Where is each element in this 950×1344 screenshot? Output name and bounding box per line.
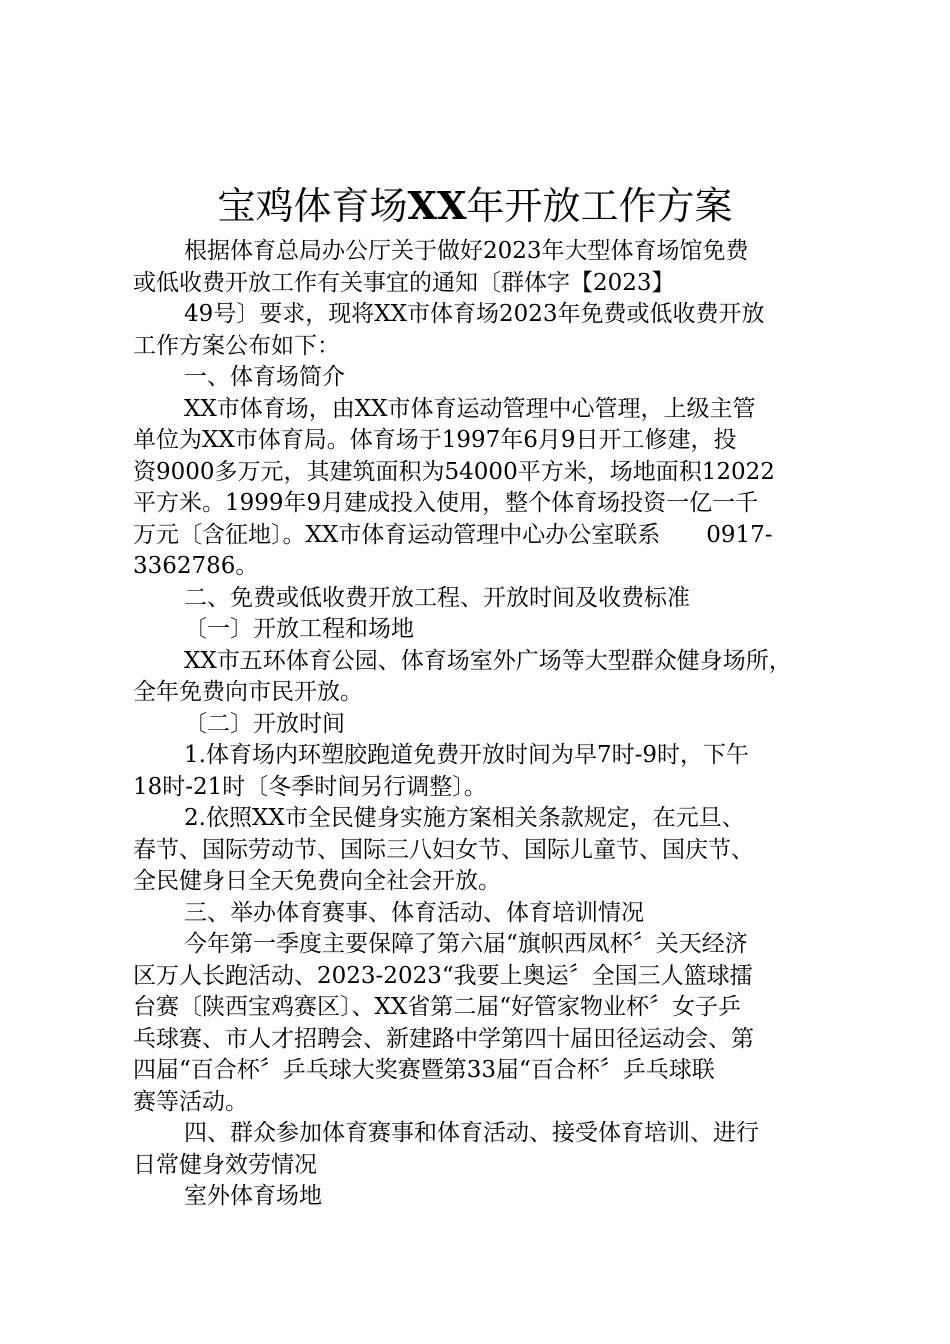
text-line: 全年免费向市民开放。 (133, 679, 363, 705)
text-line: 四、群众参加体育赛事和体育活动、接受体育培训、进行 (184, 1120, 759, 1146)
text-line: 1.体育场内环塑胶跑道免费开放时间为早7时-9时，下午 (184, 742, 749, 768)
document-body (133, 236, 833, 1213)
text-line: 或低收费开放工作有关事宜的通知〔群体字【2023】 (133, 269, 675, 296)
text-line: 资9000多万元，其建筑面积为54000平方米，场地面积12022 (133, 458, 775, 485)
text-line: 室外体育场地 (184, 1183, 322, 1209)
document-title (0, 180, 950, 232)
text-line: 单位为XX市体育局。体育场于1997年6月9日开工修建，投 (133, 427, 737, 453)
text-line: 三、举办体育赛事、体育活动、体育培训情况 (184, 899, 644, 926)
title-suffix: 年开放工作方案 (466, 184, 733, 228)
text-line: XX市五环体育公园、体育场室外广场等大型群众健身场所， (184, 647, 792, 674)
text-line: 〔二〕开放时间 (184, 710, 345, 737)
text-line: 根据体育总局办公厅关于做好2023年大型体育场馆免费 (184, 238, 749, 264)
title-bold-xx: XX (407, 183, 467, 228)
text-line: 日常健身效劳情况 (133, 1151, 317, 1178)
text-line: 〔一〕开放工程和场地 (184, 616, 414, 642)
text-line: 3362786。 (133, 553, 259, 579)
text-line: 二、免费或低收费开放工程、开放时间及收费标准 (184, 584, 690, 611)
text-line: 春节、国际劳动节、国际三八妇女节、国际儿童节、国庆节、 (133, 836, 754, 863)
text-line: 四届“百合杯〞乒乓球大奖赛暨第33届“百合杯〞乒乓球联 (133, 1057, 715, 1083)
text-line: 台赛〔陕西宝鸡赛区〕、XX省第二届“好管家物业杯〞女子乒 (133, 994, 742, 1020)
text-line: 2.依照XX市全民健身实施方案相关条款规定，在元旦、 (184, 805, 745, 831)
text-line: 平方米。1999年9月建成投入使用，整个体育场投资一亿一千 (133, 490, 759, 516)
text-line: 万元〔含征地〕。XX市体育运动管理中心办公室联系 0917- (133, 521, 773, 548)
text-line: 18时-21时〔冬季时间另行调整〕。 (133, 773, 487, 800)
text-line: 全民健身日全天免费向全社会开放。 (133, 868, 501, 894)
text-line: XX市体育场，由XX市体育运动管理中心管理，上级主管 (184, 395, 756, 422)
title-prefix: 宝鸡体育场 (217, 184, 408, 228)
text-line: 今年第一季度主要保障了第六届“旗帜西凤杯〞关天经济 (184, 931, 748, 957)
text-line: 乓球赛、市人才招聘会、新建路中学第四十届田径运动会、第 (133, 1025, 754, 1052)
text-line: 赛等活动。 (133, 1088, 248, 1115)
text-line: 区万人长跑活动、2023-2023“我要上奥运〞全国三人篮球擂 (133, 962, 753, 989)
text-line: 49号〕要求，现将XX市体育场2023年免费或低收费开放 (184, 301, 765, 327)
text-line: 一、体育场简介 (184, 364, 345, 390)
text-line: 工作方案公布如下： (133, 332, 340, 359)
